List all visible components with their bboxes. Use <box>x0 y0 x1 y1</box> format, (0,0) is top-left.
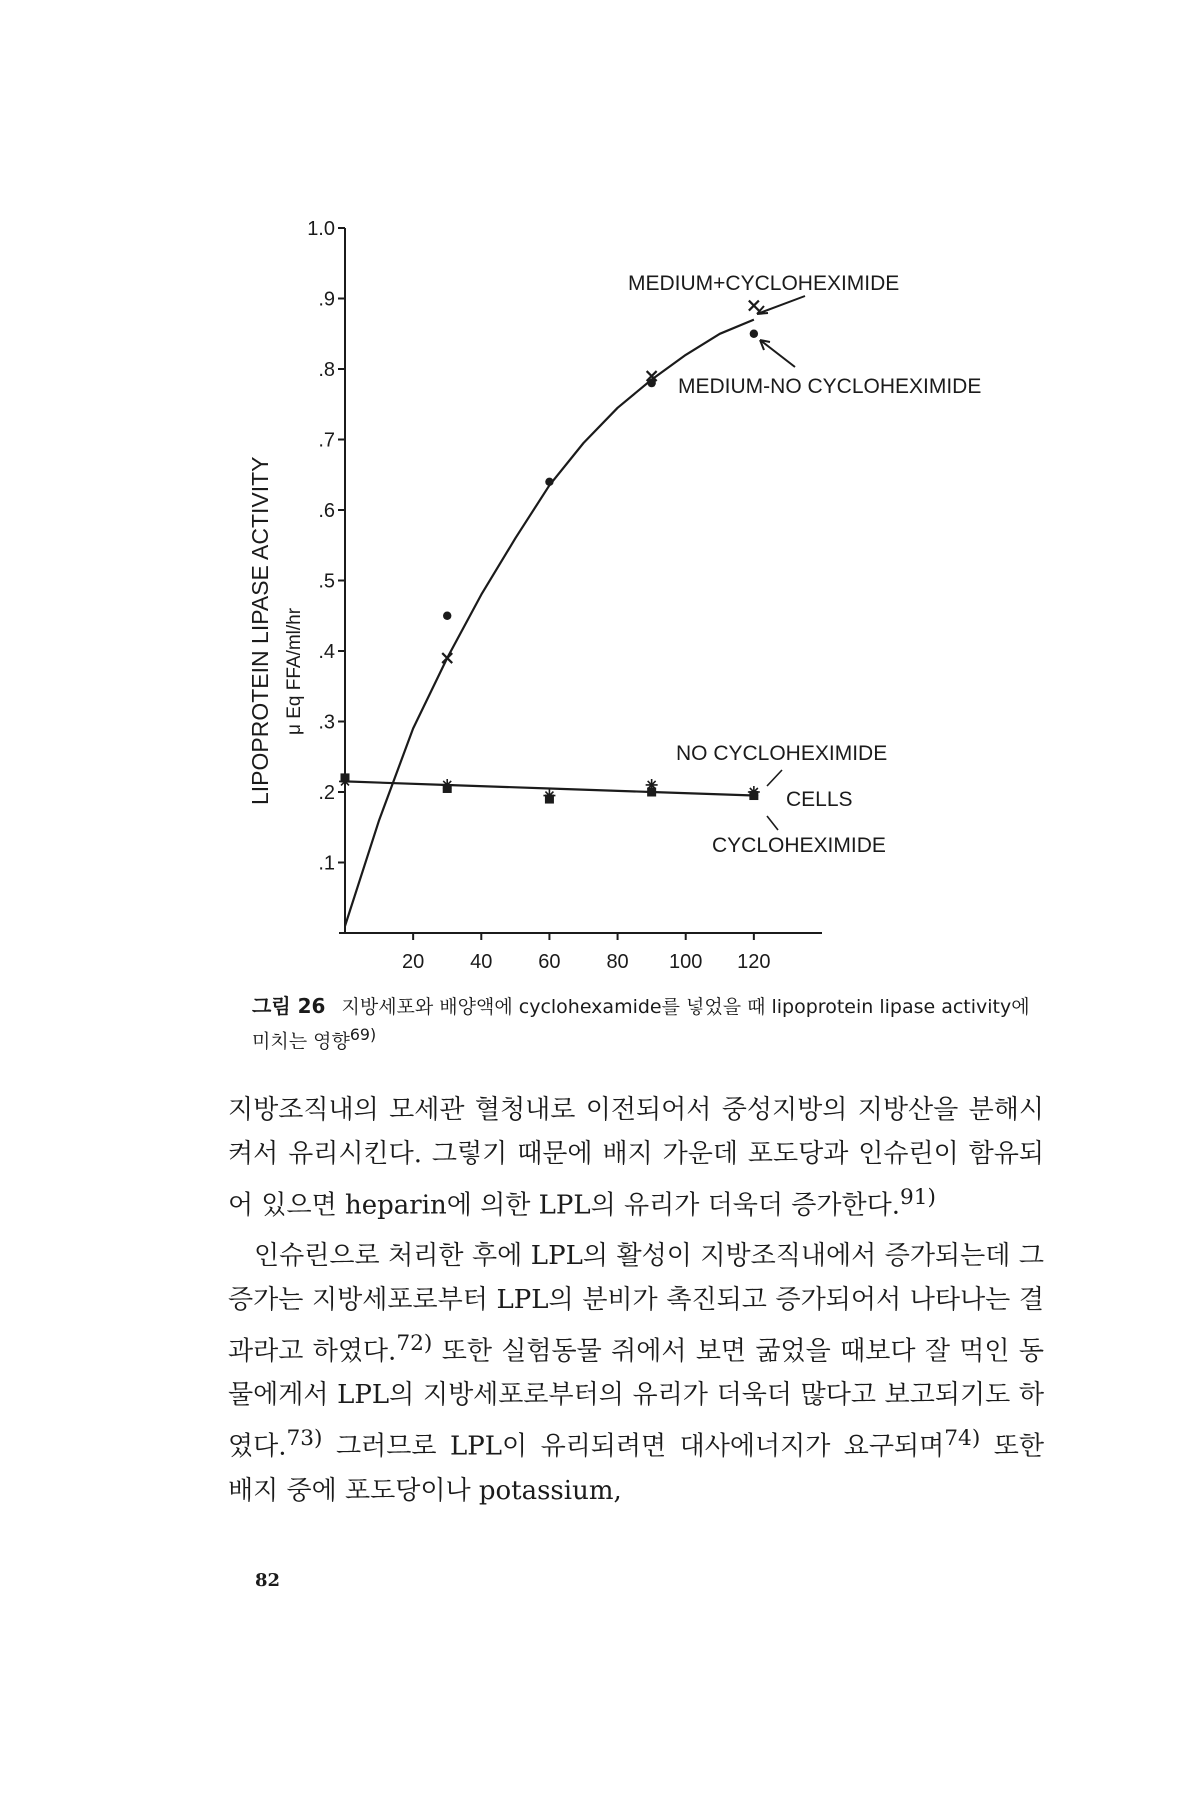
ref-74: 74) <box>944 1426 981 1452</box>
marker-medium-no-cycloheximide <box>750 330 758 338</box>
y-tick-label: .2 <box>318 782 335 804</box>
marker-medium-cycloheximide <box>442 653 452 663</box>
y-tick-label: .1 <box>318 852 335 875</box>
marker-medium-no-cycloheximide <box>647 379 655 387</box>
marker-cells-cycloheximide <box>341 773 350 782</box>
ref-73: 73) <box>286 1426 323 1452</box>
pointer-no-cycloheximide <box>767 770 782 786</box>
y-tick-label: .8 <box>318 359 335 381</box>
paragraph-2-sentence-4: 또한 배지 중에 포도당이나 potassium, <box>228 1431 1045 1506</box>
arrow-medium-no-cycloheximide <box>760 340 795 367</box>
page-number: 82 <box>255 1570 281 1591</box>
marker-cells-cycloheximide <box>647 788 656 797</box>
paragraph-1-text: 지방조직내의 모세관 혈청내로 이전되어서 중성지방의 지방산을 분해시켜서 유리시킨다. 그렇기 때문에 배지 가운데 포도당과 인슈린이 함유되어 있으면 heparin에 의한 LPL의 유리가 더욱더 증가한다. <box>228 1095 1044 1221</box>
pointer-cycloheximide <box>767 816 778 830</box>
label-cycloheximide: CYCLOHEXIMIDE <box>712 834 886 857</box>
label-cells: CELLS <box>786 788 853 811</box>
paragraph-2 <box>228 1234 1044 1513</box>
marker-medium-no-cycloheximide <box>443 612 451 620</box>
medium-curve <box>345 320 754 926</box>
x-tick-label: 100 <box>669 951 703 973</box>
axes <box>307 218 822 973</box>
marker-cells-cycloheximide <box>749 791 758 800</box>
marker-cells-cycloheximide <box>545 795 554 804</box>
marker-medium-no-cycloheximide <box>545 478 553 486</box>
label-medium-no-cycloheximide: MEDIUM-NO CYCLOHEXIMIDE <box>678 375 982 398</box>
marker-medium-cycloheximide <box>749 301 759 311</box>
figure-number: 그림 26 <box>252 994 326 1018</box>
y-tick-label: .3 <box>318 711 335 734</box>
y-tick-label: .6 <box>318 500 335 522</box>
paragraph-2-sentence-3: 그러므로 LPL이 유리되려면 대사에너지가 요구되며 <box>336 1431 945 1462</box>
figure-caption-text: 지방세포와 배양액에 cyclohexamide를 넣었을 때 lipoprotein lipase activity에 미치는 영향 <box>252 996 1030 1053</box>
figure-caption <box>252 992 1052 1055</box>
paragraph-2-sentence-1: 인슈린으로 처리한 후에 LPL의 활성이 지방조직내에서 증가되는데 그 증가는 지방세포로부터 LPL의 분비가 촉진되고 증가되어서 나타나는 결과라고 하였다. <box>228 1240 1044 1367</box>
ref-91: 91) <box>900 1185 937 1210</box>
marker-cells-cycloheximide <box>443 784 452 793</box>
x-tick-label: 120 <box>737 951 771 973</box>
paragraph-1 <box>228 1088 1044 1228</box>
label-no-cycloheximide: NO CYCLOHEXIMIDE <box>676 742 888 765</box>
y-tick-label: .9 <box>318 288 335 311</box>
body-text <box>228 1088 1044 1519</box>
arrow-medium-cycloheximide <box>757 296 805 314</box>
label-medium-cycloheximide: MEDIUM+CYCLOHEXIMIDE <box>628 272 900 295</box>
curves <box>345 320 754 926</box>
y-axis-units: μ Eq FFA/ml/hr <box>284 607 305 735</box>
paragraph-2-sentence-2: 또한 실험동물 쥐에서 보면 굶었을 때보다 잘 먹인 동물에게서 LPL의 지방세포로부터의 유리가 더욱더 많다고 보고되기도 하였다. <box>228 1336 1044 1462</box>
x-tick-label: 40 <box>470 951 493 973</box>
x-tick-label: 80 <box>606 951 629 973</box>
y-tick-label: .4 <box>318 641 335 663</box>
figure-caption-ref: 69) <box>349 1025 377 1044</box>
y-tick-label: .7 <box>318 429 335 452</box>
x-tick-label: 60 <box>538 951 561 973</box>
y-axis-label: LIPOPROTEIN LIPASE ACTIVITY <box>247 456 273 805</box>
y-tick-label: 1.0 <box>307 218 335 240</box>
ref-72: 72) <box>396 1330 433 1356</box>
annotations <box>247 272 981 857</box>
x-tick-label: 20 <box>402 951 425 973</box>
y-tick-label: .5 <box>318 570 335 593</box>
